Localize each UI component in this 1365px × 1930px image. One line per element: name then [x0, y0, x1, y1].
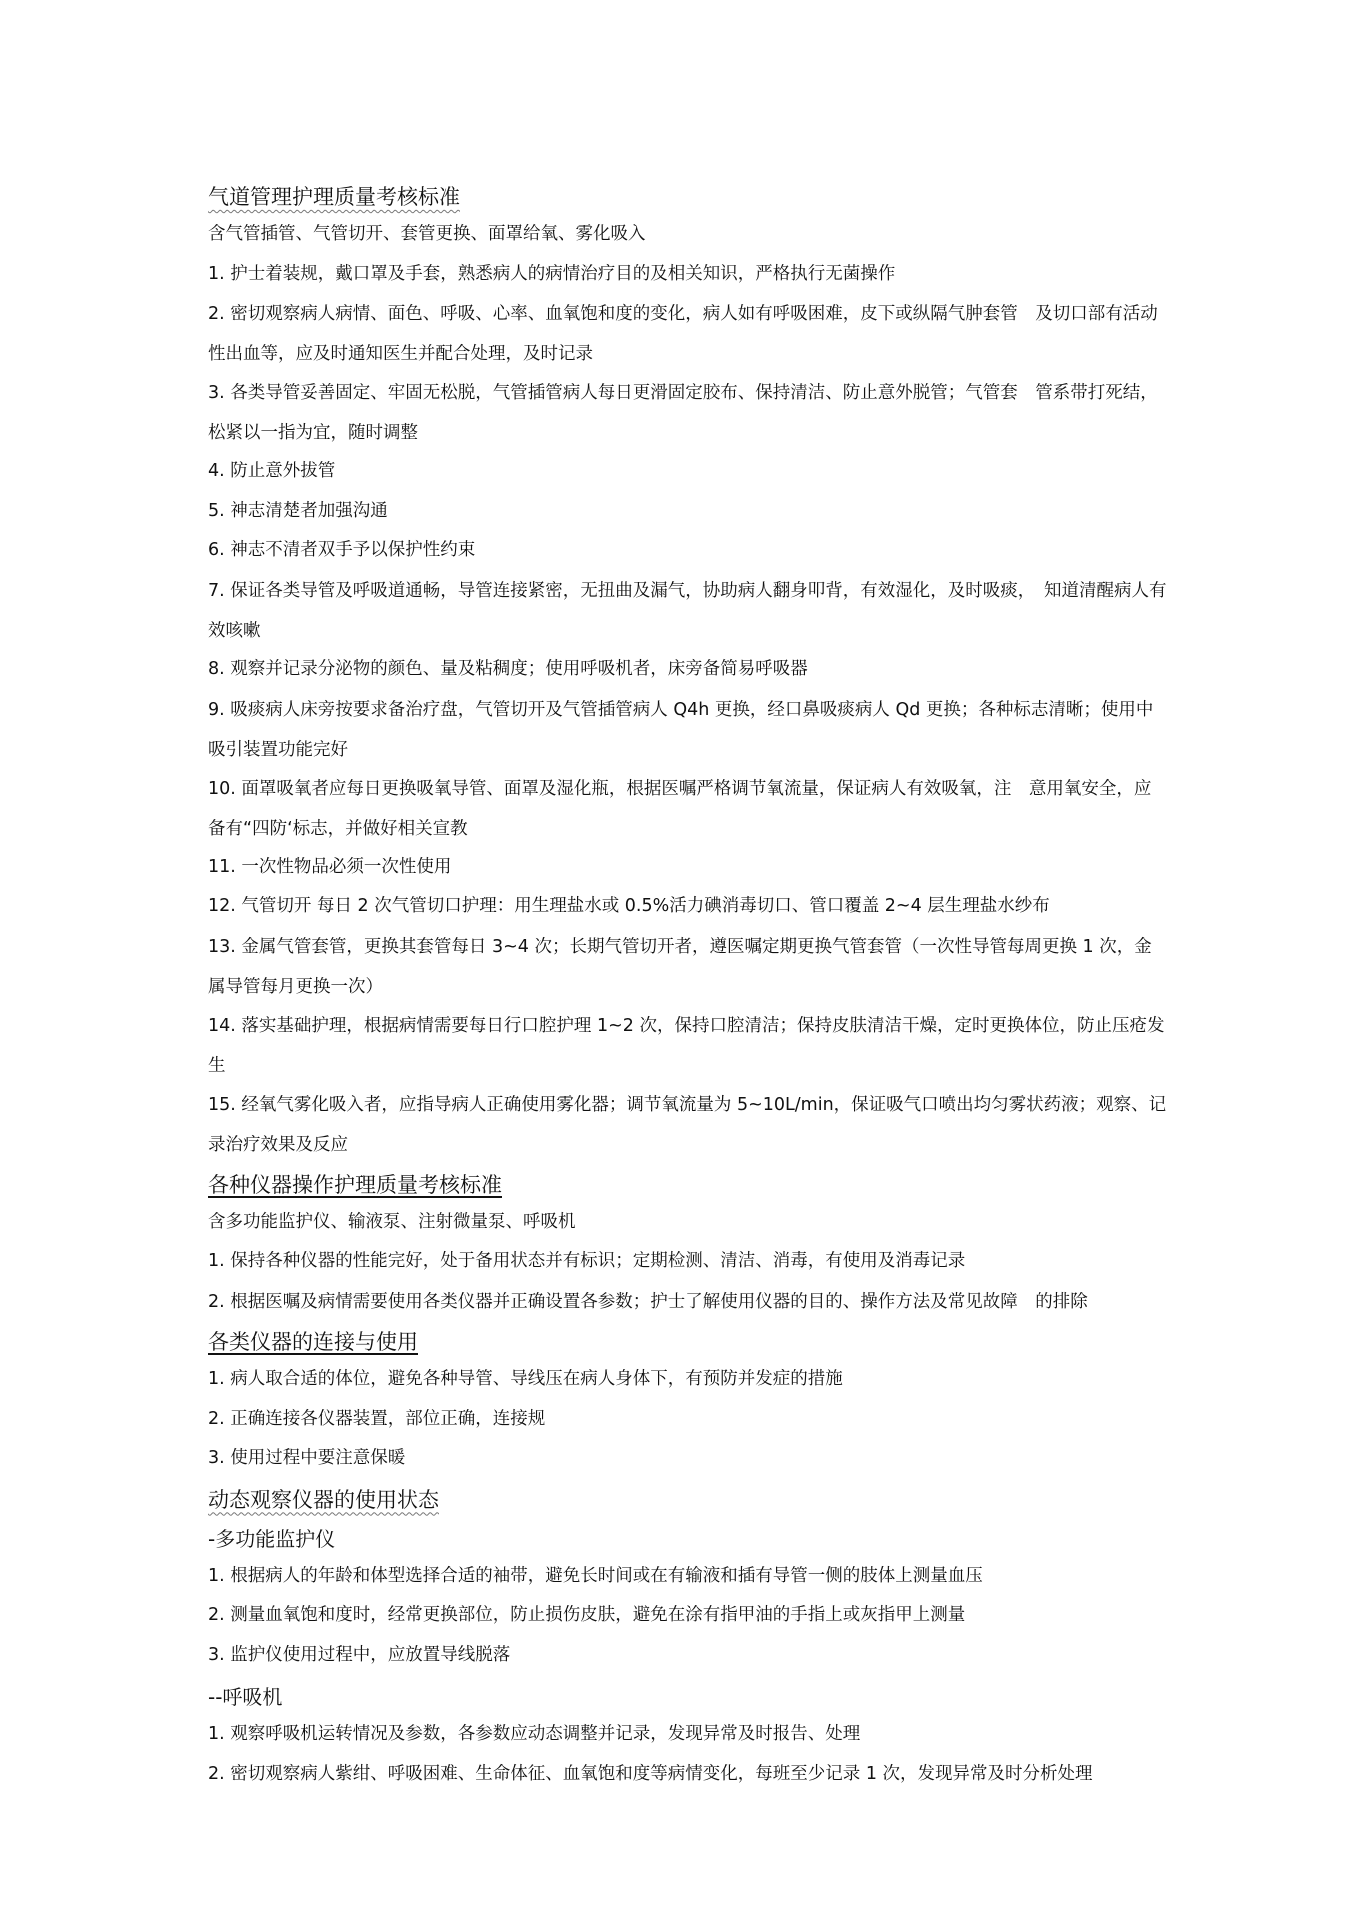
list-item: 6. 神志不清者双手予以保护性约束: [208, 540, 476, 561]
list-item: 2. 根据医嘱及病情需要使用各类仪器并正确设置各参数；护士了解使用仪器的目的、操作方法及常见故障 的排除: [208, 1291, 1088, 1312]
list-item: 1. 根据病人的年龄和体型选择合适的袖带，避免长时间或在有输液和插有导管一侧的肢体上测量血压: [208, 1565, 983, 1586]
list-item: 13. 金属气管套管，更换其套管每日 3~4 次；长期气管切开者，遵医嘱定期更换气管套管（一次性导管每周更换 1 次，金属导管每月更换一次）: [208, 936, 1152, 997]
list-item: 1. 护士着装规，戴口罩及手套，熟悉病人的病情治疗目的及相关知识，严格执行无菌操作: [208, 263, 896, 284]
list-item: 2. 密切观察病人病情、面色、呼吸、心率、血氧饱和度的变化，病人如有呼吸困难，皮下或纵隔气肿套管 及切口部有活动性出血等，应及时通知医生并配合处理，及时记录: [208, 304, 1158, 365]
document-page: [208, 182, 1168, 1799]
list-item: 8. 观察并记录分泌物的颜色、量及粘稠度；使用呼吸机者，床旁备简易呼吸器: [208, 658, 808, 679]
list-item: 14. 落实基础护理，根据病情需要每日行口腔护理 1~2 次，保持口腔清洁；保持皮肤清洁干燥，定时更换体位，防止压疮发生: [208, 1015, 1165, 1076]
list-item: 5. 神志清楚者加强沟通: [208, 500, 388, 521]
list-item: 7. 保证各类导管及呼吸道通畅，导管连接紧密，无扭曲及漏气，协助病人翻身叩背，有效湿化，及时吸痰， 知道清醒病人有效咳嗽: [208, 580, 1167, 641]
list-item: 3. 监护仪使用过程中，应放置导线脱落: [208, 1644, 511, 1665]
list-item: 1. 观察呼吸机运转情况及参数，各参数应动态调整并记录，发现异常及时报告、处理: [208, 1723, 861, 1744]
section-title-observation: 动态观察仪器的使用状态: [208, 1487, 439, 1512]
list-item: 3. 使用过程中要注意保暖: [208, 1448, 406, 1469]
list-item: 12. 气管切开 每日 2 次气管切口护理：用生理盐水或 0.5%活力碘消毒切口、管口覆盖 2~4 层生理盐水纱布: [208, 896, 1050, 917]
section-title-instruments: 各种仪器操作护理质量考核标准: [208, 1172, 502, 1197]
list-item: 9. 吸痰病人床旁按要求备治疗盘，气管切开及气管插管病人 Q4h 更换，经口鼻吸痰病人 Qd 更换；各种标志清晰；使用中吸引装置功能完好: [208, 699, 1154, 760]
list-item: 15. 经氧气雾化吸入者，应指导病人正确使用雾化器；调节氧流量为 5~10L/min，保证吸气口喷出均匀雾状药液；观察、记录治疗效果及反应: [208, 1094, 1167, 1155]
list-item: 3. 各类导管妥善固定、牢固无松脱，气管插管病人每日更滑固定胶布、保持清洁、防止意外脱管；气管套 管系带打死结，松紧以一指为宜，随时调整: [208, 383, 1158, 444]
list-item: 2. 测量血氧饱和度时，经常更换部位，防止损伤皮肤，避免在涂有指甲油的手指上或灰指甲上测量: [208, 1605, 966, 1626]
section-scope: 含气管插管、气管切开、套管更换、面罩给氧、雾化吸入: [208, 224, 646, 244]
section-title-airway: 气道管理护理质量考核标准: [208, 185, 460, 209]
section-scope: 含多功能监护仪、输液泵、注射微量泵、呼吸机: [208, 1211, 576, 1232]
list-item: 2. 正确连接各仪器装置，部位正确，连接规: [208, 1408, 546, 1429]
list-item: 2. 密切观察病人紫绀、呼吸困难、生命体征、血氧饱和度等病情变化，每班至少记录 1 次，发现异常及时分析处理: [208, 1764, 1093, 1785]
list-item: 10. 面罩吸氧者应每日更换吸氧导管、面罩及湿化瓶，根据医嘱严格调节氧流量，保证病人有效吸氧，注 意用氧安全，应备有“四防‘标志，并做好相关宣教: [208, 778, 1152, 839]
section-title-connection: 各类仪器的连接与使用: [208, 1329, 418, 1354]
list-item: 1. 病人取合适的体位，避免各种导管、导线压在病人身体下，有预防并发症的措施: [208, 1368, 843, 1389]
list-item: 11. 一次性物品必须一次性使用: [208, 856, 452, 877]
list-item: 1. 保持各种仪器的性能完好，处于备用状态并有标识；定期检测、清洁、消毒，有使用及消毒记录: [208, 1251, 966, 1272]
list-item: 4. 防止意外拔管: [208, 461, 336, 482]
subsection-title-ventilator: --呼吸机: [208, 1684, 283, 1709]
subsection-title-monitor: -多功能监护仪: [208, 1526, 336, 1551]
